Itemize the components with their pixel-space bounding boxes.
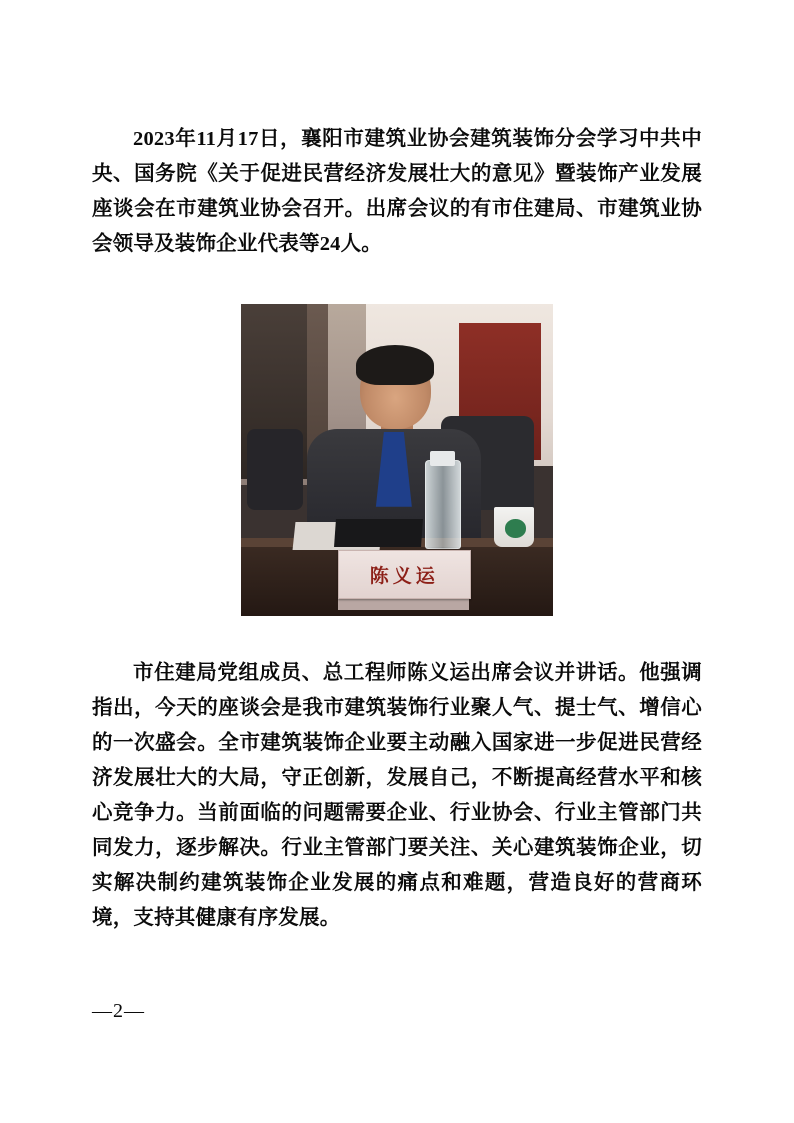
photo-nameplate — [338, 550, 471, 599]
paragraph-speech: 市住建局党组成员、总工程师陈义运出席会议并讲话。他强调指出，今天的座谈会是我市建筑装饰行业聚人气、提士气、增信心的一次盛会。全市建筑装饰企业要主动融入国家进一步促进民营经济发展壮大的大局，守正创新，发展自己，不断提高经营水平和核心竞争力。当前面临的问题需要企业、行业协会、行业主管部门共同发力，逐步解决。行业主管部门要关注、关心建筑装饰企业，切实解决制约建筑装饰企业发展的痛点和难题，营造良好的营商环境，支持其健康有序发展。 — [92, 662, 702, 929]
photo-chair-left — [247, 429, 303, 510]
photo-water-bottle — [425, 460, 461, 549]
photo-laptop — [334, 519, 423, 547]
photo-bottle-cap — [430, 451, 455, 467]
document-body — [92, 122, 702, 936]
photo-nameplate-stand — [338, 597, 469, 609]
page-number: —2— — [92, 1000, 145, 1022]
paragraph-intro: 2023年11月17日，襄阳市建筑业协会建筑装饰分会学习中共中央、国务院《关于促进民营经济发展壮大的意见》暨装饰产业发展座谈会在市建筑业协会召开。出席会议的有市住建局、市建筑业协会领导及装饰企业代表等24人。 — [92, 128, 702, 255]
photo-nameplate-label: 陈义运 — [369, 565, 439, 587]
photo-person-hair — [356, 345, 434, 386]
figure-container — [92, 304, 702, 616]
meeting-photo — [241, 304, 553, 616]
